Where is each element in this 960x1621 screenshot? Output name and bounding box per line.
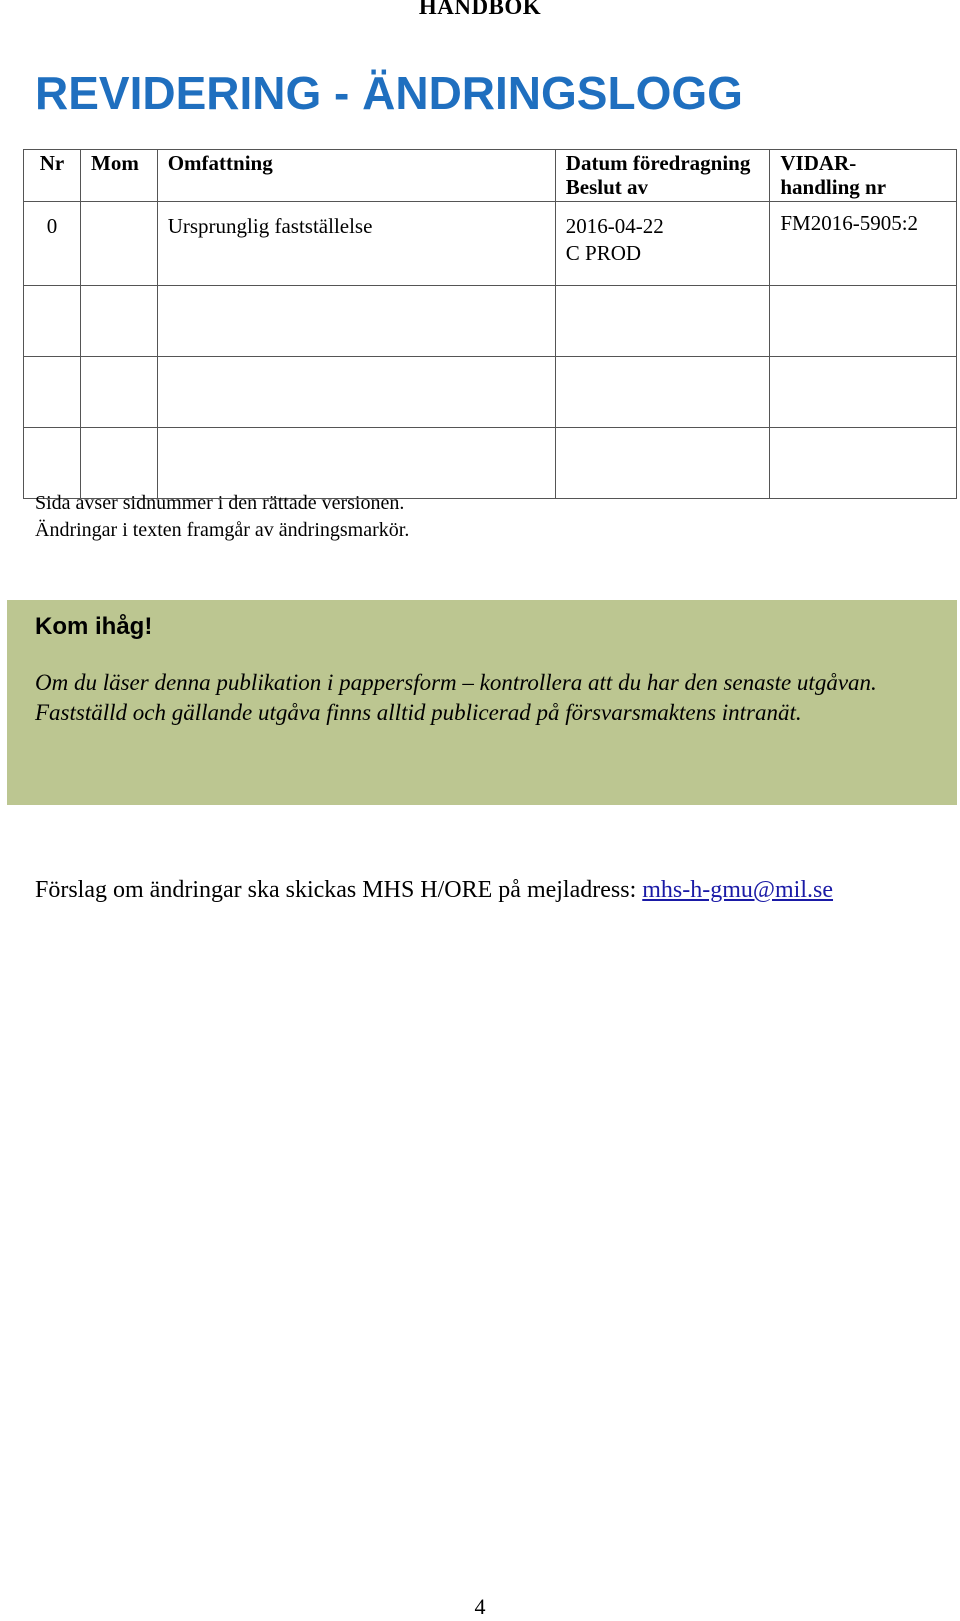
table-row — [24, 357, 957, 428]
cell-datum — [555, 202, 770, 286]
note-page-reference: Sida avser sidnummer i den rättade versionen. — [35, 492, 405, 514]
column-header-vidar-line1: VIDAR- — [780, 151, 857, 175]
cell-omfattning — [157, 286, 555, 357]
cell-datum — [555, 428, 770, 499]
proposal-text: Förslag om ändringar ska skickas MHS H/ORE på mejladress: — [35, 877, 643, 903]
cell-nr — [24, 357, 81, 428]
table-header-row — [24, 150, 957, 202]
cell-mom — [81, 357, 158, 428]
running-header: HANDBOK — [418, 0, 542, 19]
table-row — [24, 286, 957, 357]
cell-mom — [81, 428, 158, 499]
callout-body: Om du läser denna publikation i pappersform – kontrollera att du har den senaste utgåvan. Fastställd och gällande utgåva finns alltid publicerad på försvarsmaktens intranät. — [35, 670, 877, 725]
column-header-vidar — [770, 150, 957, 202]
revision-log-table — [23, 149, 957, 499]
page-title: REVIDERING - ÄNDRINGSLOGG — [35, 67, 743, 119]
cell-datum-date: 2016-04-22 — [565, 214, 664, 238]
page-number: 4 — [474, 1594, 486, 1619]
column-header-datum-line1: Datum föredragning — [565, 151, 751, 175]
cell-nr — [24, 428, 81, 499]
callout-title: Kom ihåg! — [35, 613, 153, 640]
cell-mom — [81, 286, 158, 357]
cell-vidar — [770, 286, 957, 357]
cell-omfattning — [157, 428, 555, 499]
table-row — [24, 202, 957, 286]
reminder-callout — [7, 600, 957, 805]
change-proposal-line — [35, 877, 833, 904]
cell-omfattning — [157, 357, 555, 428]
cell-mom — [81, 202, 158, 286]
cell-datum — [555, 286, 770, 357]
cell-datum — [555, 357, 770, 428]
column-header-datum-line2: Beslut av — [565, 175, 649, 199]
column-header-datum — [555, 150, 770, 202]
cell-nr — [24, 286, 81, 357]
column-header-vidar-line2: handling nr — [780, 175, 887, 199]
email-link[interactable]: mhs-h-gmu@mil.se — [642, 877, 834, 903]
column-header-omfattning: Omfattning — [157, 150, 555, 202]
note-change-markers: Ändringar i texten framgår av ändringsmarkör. — [35, 519, 410, 541]
cell-vidar — [770, 428, 957, 499]
cell-nr: 0 — [24, 202, 81, 286]
column-header-nr: Nr — [24, 150, 81, 202]
cell-vidar: FM2016-5905:2 — [770, 202, 957, 286]
table-row — [24, 428, 957, 499]
cell-datum-decided-by: C PROD — [565, 241, 642, 265]
cell-omfattning: Ursprunglig fastställelse — [157, 202, 555, 286]
column-header-mom: Mom — [81, 150, 158, 202]
cell-vidar — [770, 357, 957, 428]
revision-notes — [35, 490, 409, 544]
